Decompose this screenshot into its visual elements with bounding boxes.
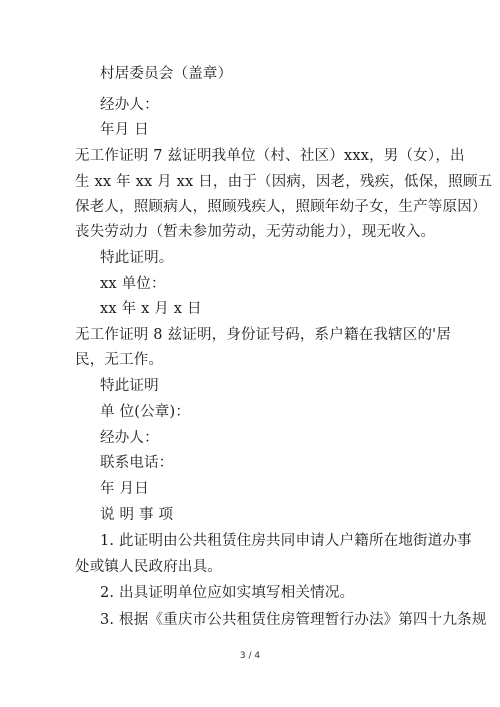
text-line: 特此证明 [100,378,159,394]
text-line: 2. 出具证明单位应如实填写相关情况。 [100,585,355,601]
text-line: 1. 此证明由公共租赁住房共同申请人户籍所在地街道办事 [100,533,472,549]
text-line: 单 位(公章)： [100,404,191,420]
page-number: 3 / 4 [239,651,261,661]
text-line: 生 xx 年 xx 月 xx 日，由于（因病，因老，残疾，低保，照顾五 [75,174,493,190]
text-line: 联系电话： [100,455,174,471]
text-line: 丧失劳动力（暂未参加劳动，无劳动能力），现无收入。 [75,224,436,240]
text-line: 3. 根据《重庆市公共租赁住房管理暂行办法》第四十九条规 [100,612,487,628]
text-line: 年月 日 [100,122,149,138]
text-line: 经办人： [100,430,159,446]
text-line: 年 月日 [100,481,149,497]
text-line: xx 年 x 月 x 日 [100,301,202,317]
text-line: 经办人： [100,97,159,113]
text-line: 保老人，照顾病人，照顾残疾人，照顾年幼子女，生产等原因） [75,199,487,215]
text-line: 民，无工作。 [75,352,164,368]
text-line: 无工作证明 8 兹证明，身份证号码，系户籍在我辖区的'居 [75,327,452,343]
text-line: 特此证明。 [100,250,174,266]
text-line: 说 明 事 项 [100,507,174,523]
text-line: xx 单位： [100,276,166,292]
text-line: 无工作证明 7 兹证明我单位（村、社区）xxx，男（女），出 [75,148,465,164]
text-line: 处或镇人民政府出具。 [75,559,222,575]
text-line: 村居委员会（盖章） [100,66,233,82]
